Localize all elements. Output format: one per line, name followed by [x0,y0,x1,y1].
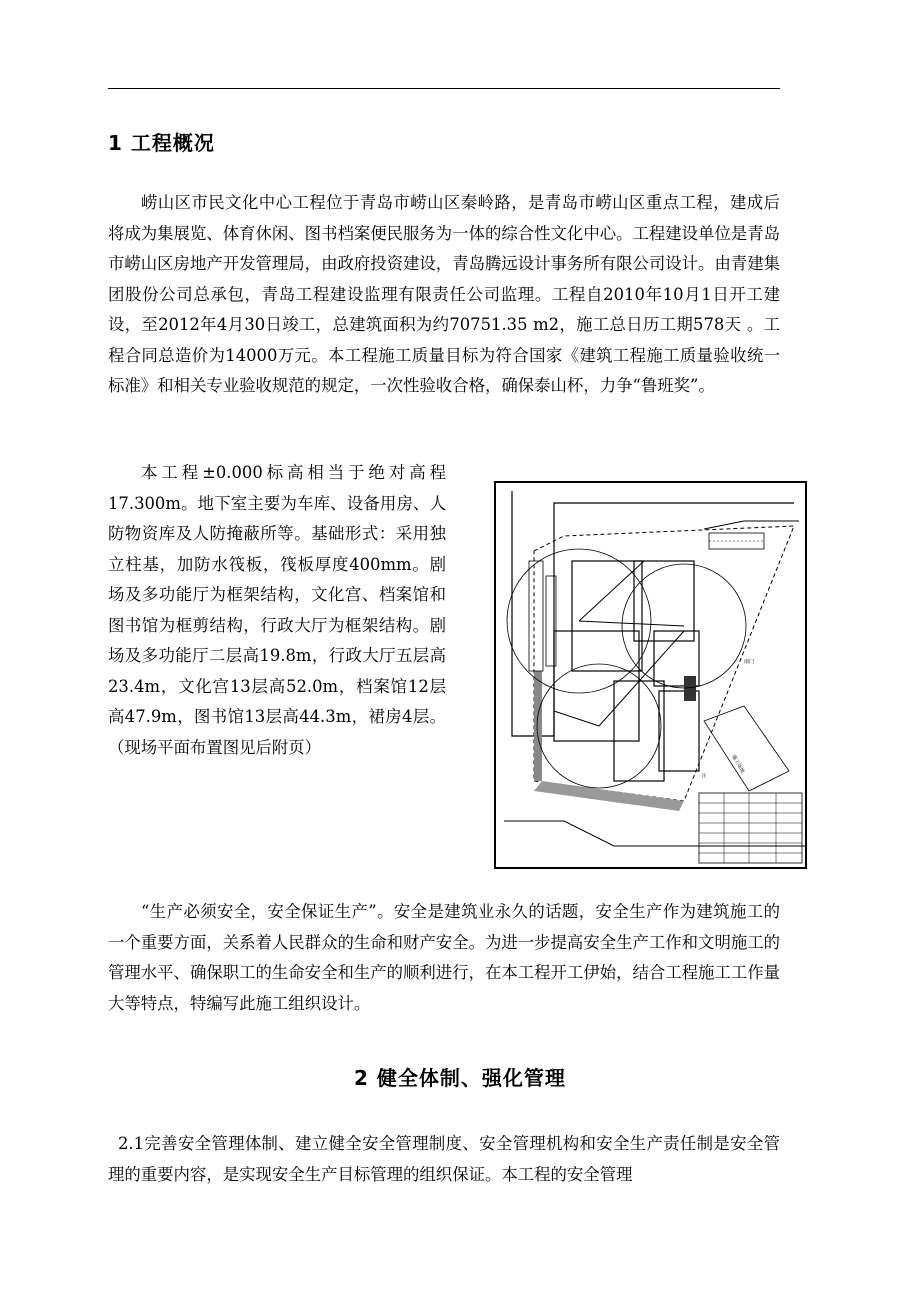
paragraph-2-1: 2.1完善安全管理体制、建立健全安全管理制度、安全管理机构和安全生产责任制是安全管理的重要内容，是实现安全生产目标管理的组织保证。本工程的安全管理 [108,1134,780,1184]
gate-label: 南门 [744,659,755,665]
site-plan-drawing [494,481,807,869]
svg-text:施工场地: 施工场地 [730,754,746,775]
section-1-heading: 1 工程概况 [108,131,215,155]
paragraph-safety: “生产必须安全，安全保证生产”。安全是建筑业永久的话题，安全生产作为建筑施工的一个重要方面，关系着人民群众的生命和财产安全。为进一步提高安全生产工作和文明施工的管理水平、确保职工的生命安全和生产的顺利进行，在本工程开工伊始，结合工程施工工作量大等特点，特编写此施工组织设计。 [108,902,781,1013]
header-rule [108,88,780,89]
plan-note: 注 [702,774,707,779]
section-2-heading: 2 健全体制、强化管理 [354,1066,566,1090]
paragraph-overview: 崂山区市民文化中心工程位于青岛市崂山区秦岭路，是青岛市崂山区重点工程，建成后将成为集展览、体育休闲、图书档案便民服务为一体的综合性文化中心。工程建设单位是青岛市崂山区房地产开发管理局，由政府投资建设，青岛腾远设计事务所有限公司设计。由青建集团股份公司总承包，青岛工程建设监理有限责任公司监理。工程自2010年10月1日开工建设，至2012年4月30日竣工，总建筑面积为约70751.35 m2，施工总日历工期578天 。工程合同总造价为14000万元。本工程施工质量目标为符合国家《建筑工程施工质量验收统一标准》和相关专业验收规范的规定，一次性验收合格，确保泰山杯，力争“鲁班奖”。 [108,193,781,395]
paragraph-structure: 本工程±0.000标高相当于绝对高程17.300m。地下室主要为车库、设备用房、人防物资库及人防掩蔽所等。基础形式：采用独立柱基，加防水筏板，筏板厚度400mm。剧场及多功能厅为框架结构，文化宫、档案馆和图书馆为框剪结构，行政大厅为框架结构。剧场及多功能厅二层高19.8m，行政大厅五层高23.4m，文化宫13层高52.0m，档案馆12层高47.9m，图书馆13层高44.3m，裙房4层。（现场平面布置图见后附页） [108,463,446,757]
